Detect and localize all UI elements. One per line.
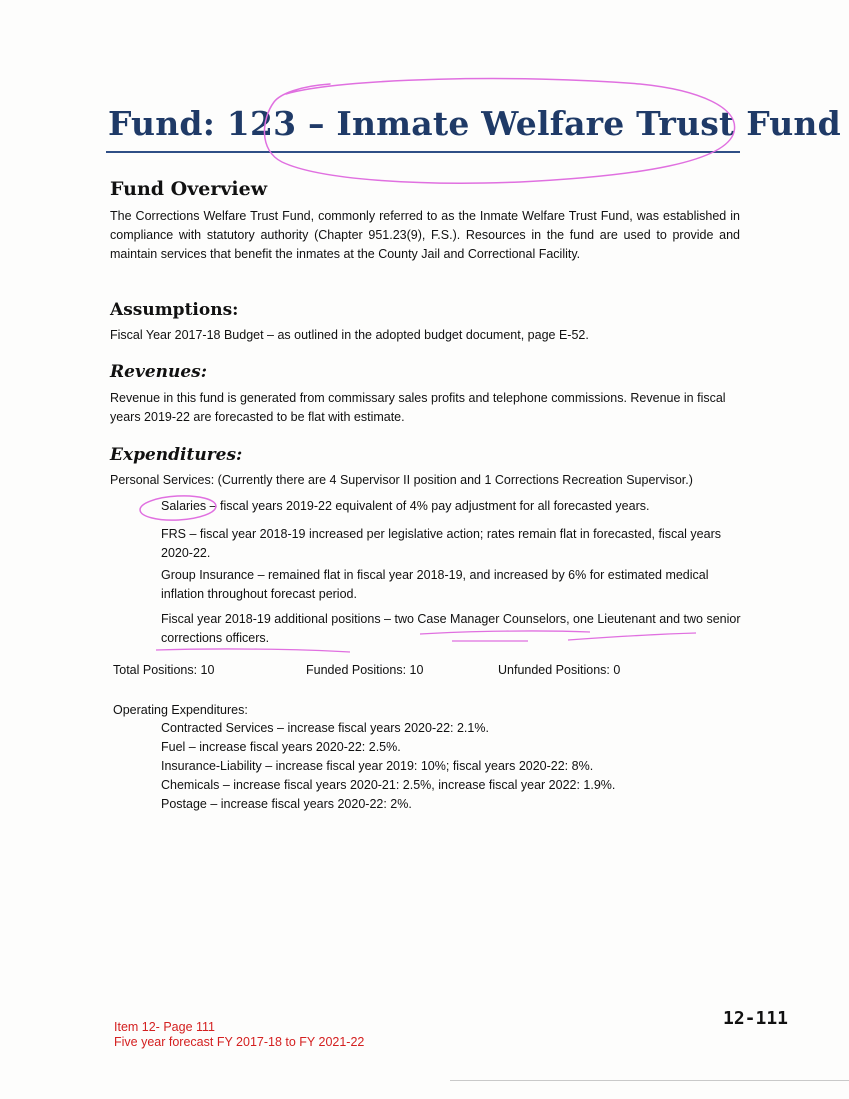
group-insurance-item: Group Insurance – remained flat in fiscal year 2018-19, and increased by 6% for estimated medical inflation throughout forecast period.: [161, 568, 709, 601]
footer-line-2: Five year forecast FY 2017-18 to FY 2021-22: [114, 1035, 365, 1049]
assumptions-heading: Assumptions:: [110, 300, 239, 320]
page-title: Fund: 123 – Inmate Welfare Trust Fund: [108, 104, 841, 143]
revenues-heading: Revenues:: [110, 362, 208, 382]
footer-line-1: Item 12- Page 111: [114, 1020, 215, 1034]
scan-edge-line: [450, 1080, 849, 1081]
revenues-text: Revenue in this fund is generated from commissary sales profits and telephone commissions. Revenue in fiscal years 2019-22 are forecasted to be flat with estimate.: [110, 391, 726, 424]
salaries-item: Salaries – fiscal years 2019-22 equivalent of 4% pay adjustment for all forecasted years.: [161, 499, 650, 513]
total-positions: Total Positions: 10: [113, 663, 215, 677]
operating-item: Chemicals – increase fiscal years 2020-21: 2.5%, increase fiscal year 2022: 1.9%.: [161, 778, 616, 792]
operating-expenditures-list: [161, 719, 615, 814]
operating-item: Contracted Services – increase fiscal years 2020-22: 2.1%.: [161, 721, 489, 735]
fund-overview-heading: Fund Overview: [110, 178, 268, 200]
page-number: 12-111: [723, 1008, 789, 1029]
footer-note: [114, 1020, 364, 1050]
unfunded-positions: Unfunded Positions: 0: [498, 663, 621, 677]
operating-item: Insurance-Liability – increase fiscal year 2019: 10%; fiscal years 2020-22: 8%.: [161, 759, 594, 773]
personal-services-text: Personal Services: (Currently there are 4 Supervisor II position and 1 Corrections Recreation Supervisor.): [110, 473, 693, 487]
frs-item: FRS – fiscal year 2018-19 increased per legislative action; rates remain flat in forecasted, fiscal years 2020-22.: [161, 527, 721, 560]
operating-item: Postage – increase fiscal years 2020-22: 2%.: [161, 797, 412, 811]
fund-overview-text: The Corrections Welfare Trust Fund, commonly referred to as the Inmate Welfare Trust Fund, was established in compliance with statutory authority (Chapter 951.23(9), F.S.). Resources in the fund are used to provide and maintain services that benefit the inmates at the County Jail and Correctional Facility.: [110, 209, 740, 261]
assumptions-text: Fiscal Year 2017-18 Budget – as outlined in the adopted budget document, page E-52.: [110, 328, 589, 342]
title-rule: [106, 151, 740, 153]
funded-positions: Funded Positions: 10: [306, 663, 424, 677]
operating-item: Fuel – increase fiscal years 2020-22: 2.5%.: [161, 740, 401, 754]
underline-annotation: [156, 649, 350, 652]
operating-expenditures-heading: Operating Expenditures:: [113, 703, 248, 717]
expenditures-heading: Expenditures:: [110, 445, 243, 465]
additional-positions-item: Fiscal year 2018-19 additional positions – two Case Manager Counselors, one Lieutenant and two senior corrections officers.: [161, 612, 741, 645]
